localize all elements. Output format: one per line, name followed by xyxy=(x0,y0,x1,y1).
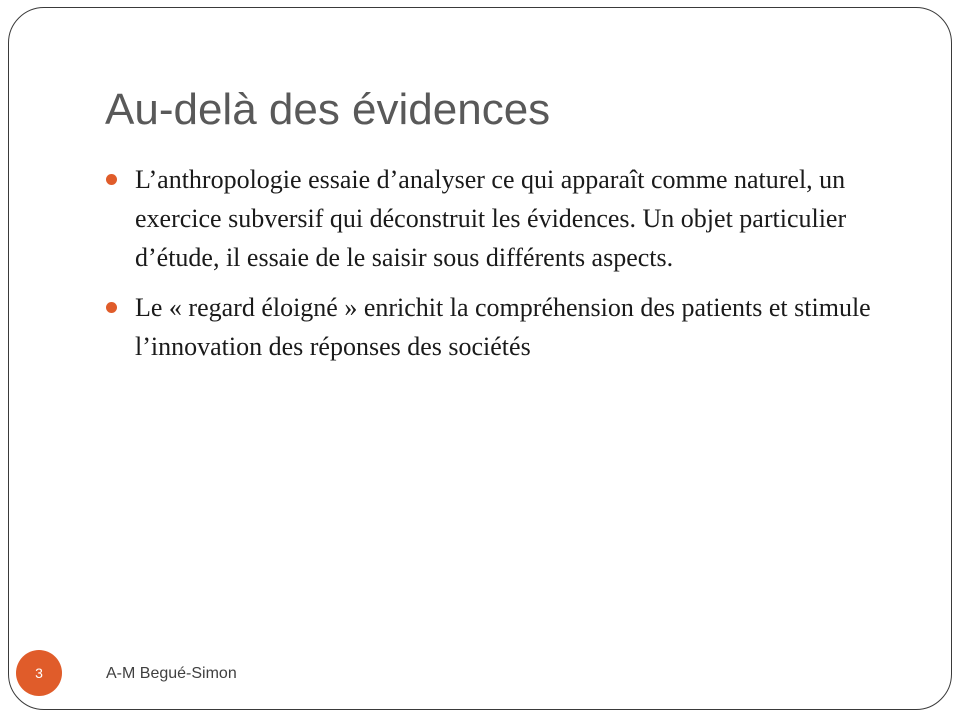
bullet-text: L’anthropologie essaie d’analyser ce qui apparaît comme naturel, un exercice subversif qui déconstruit les évidences. Un objet particulier d’étude, il essaie de le saisir sous différents aspects. xyxy=(135,165,847,272)
bullet-list xyxy=(135,160,895,377)
page-number-badge: 3 xyxy=(16,650,62,696)
bullet-item xyxy=(135,160,895,277)
bullet-dot-icon xyxy=(106,174,117,185)
bullet-dot-icon xyxy=(106,302,117,313)
bullet-text: Le « regard éloigné » enrichit la compréhension des patients et stimule l’innovation des réponses des sociétés xyxy=(135,293,871,361)
footer-author: A-M Begué-Simon xyxy=(106,665,237,682)
bullet-item xyxy=(135,288,895,366)
slide-title: Au-delà des évidences xyxy=(105,85,551,134)
